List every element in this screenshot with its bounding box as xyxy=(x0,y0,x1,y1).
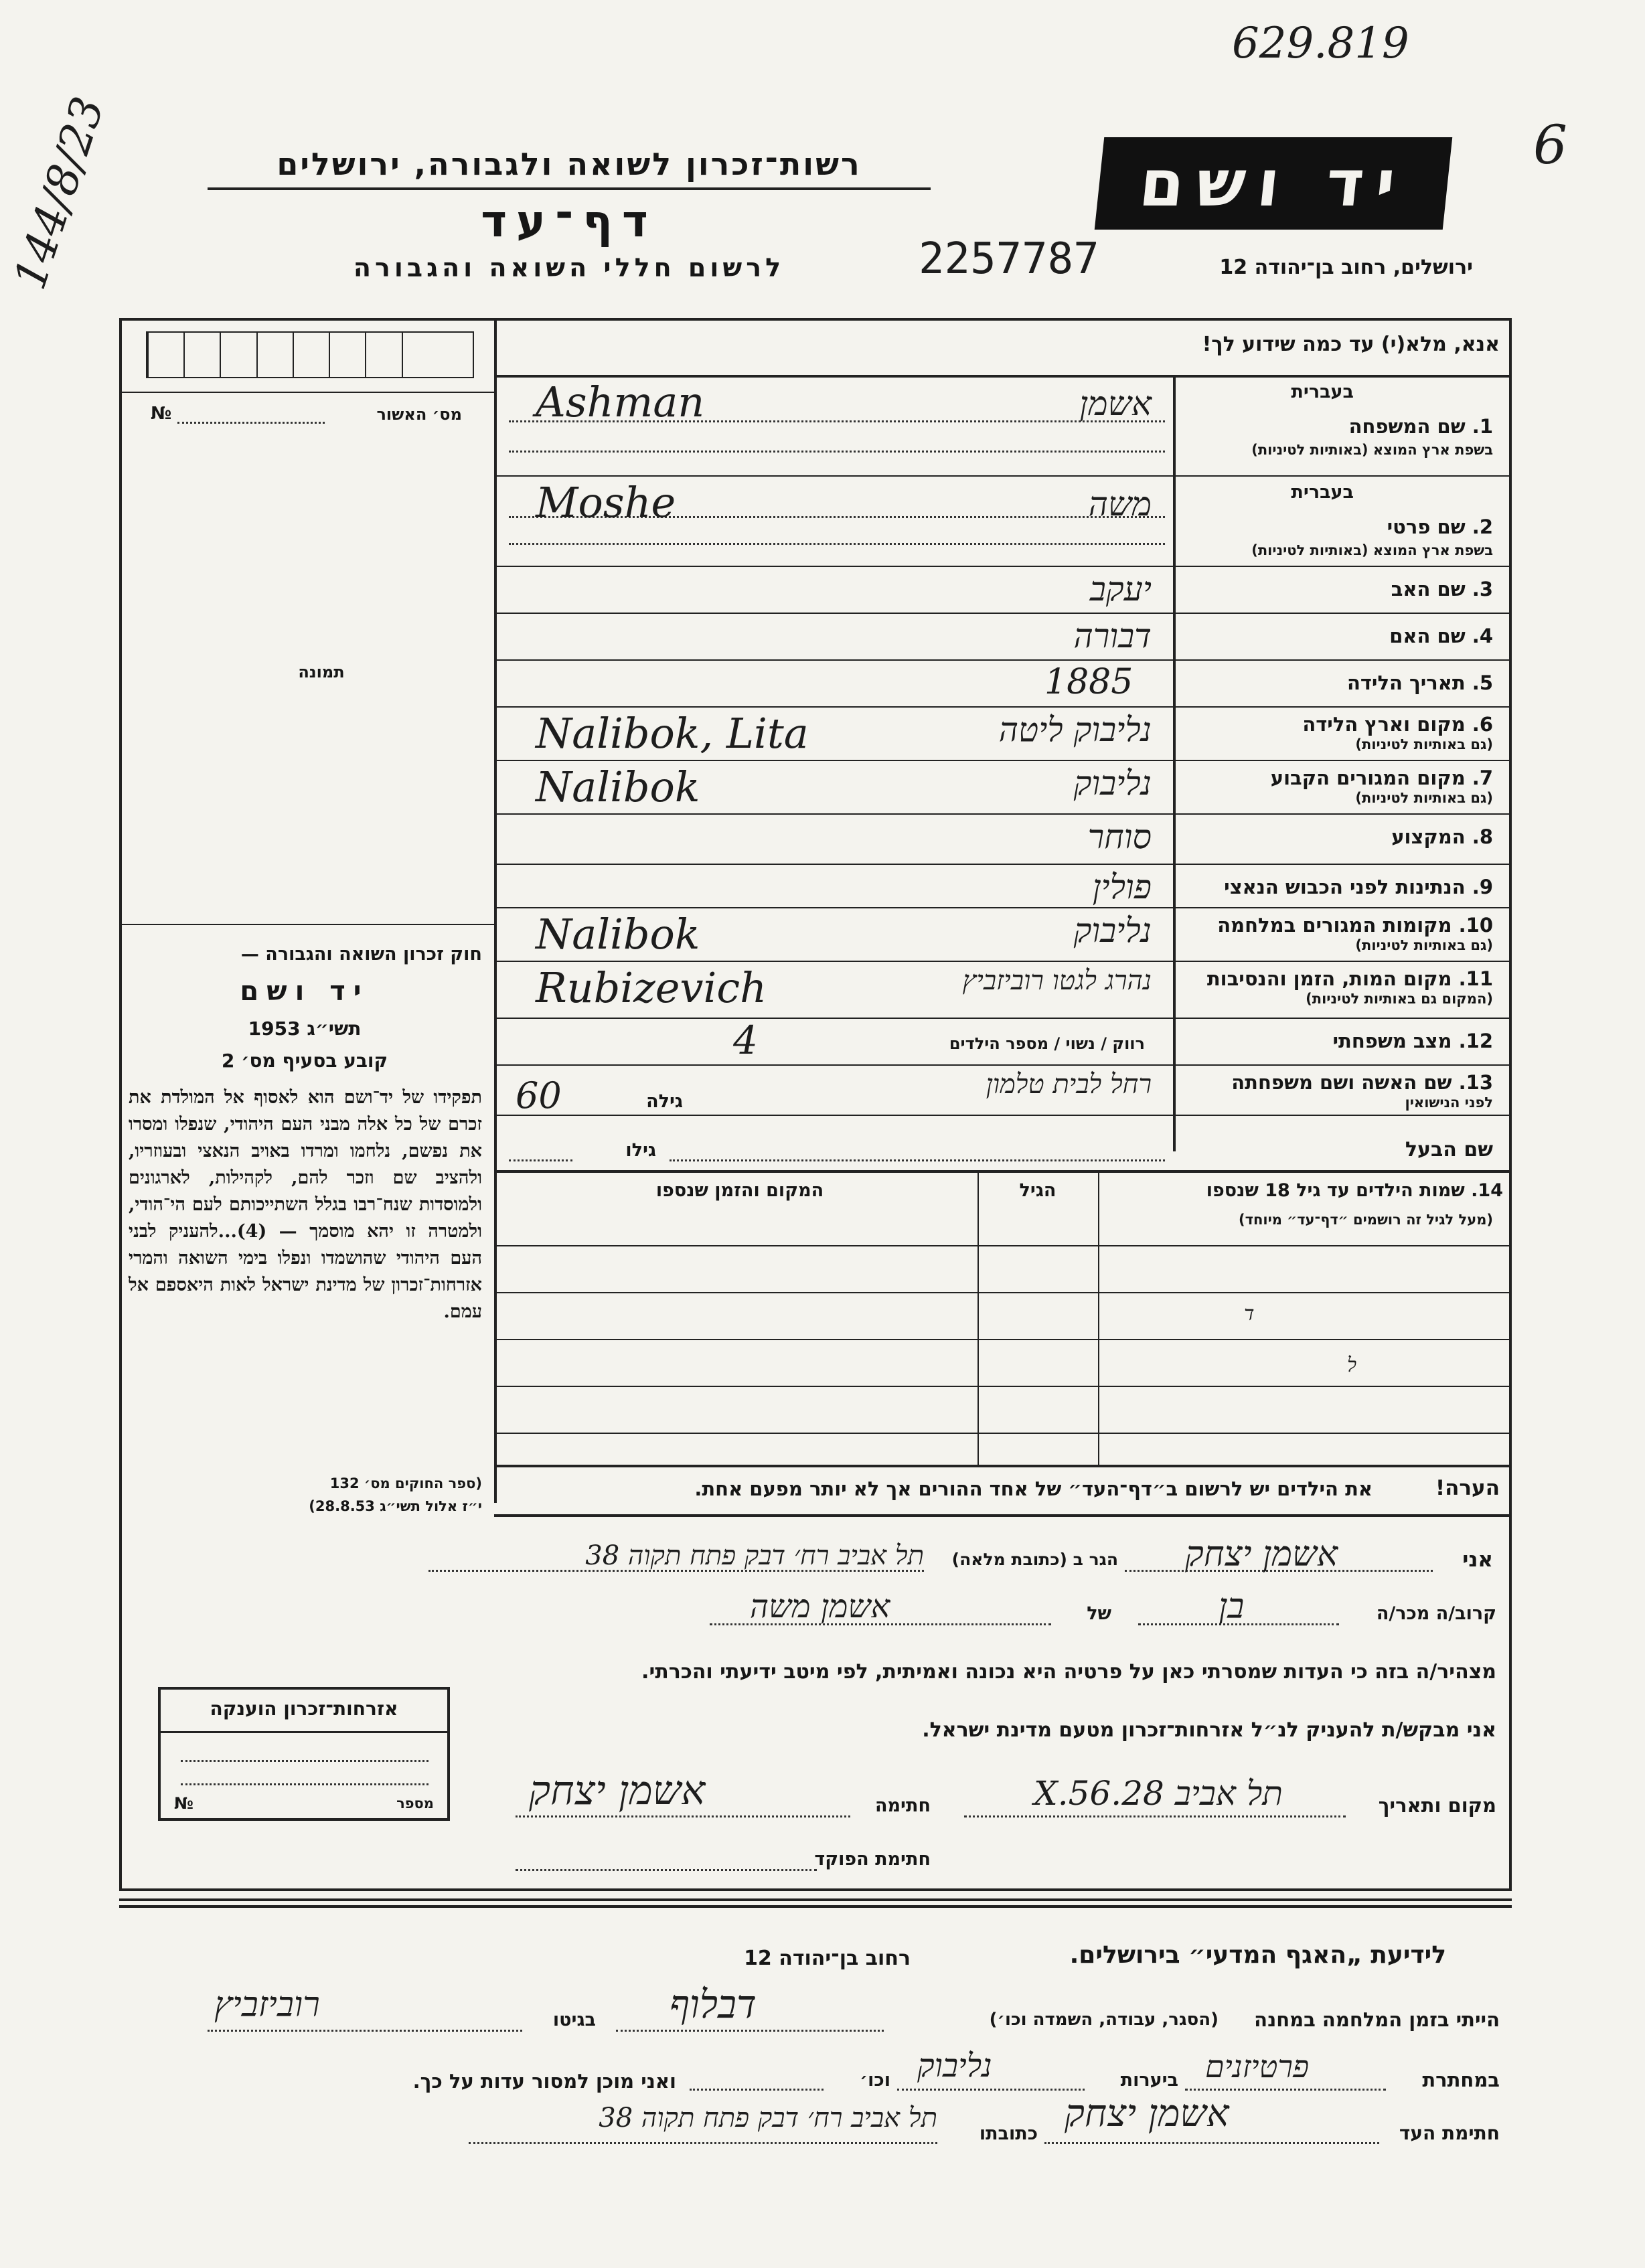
ready-text: ואני מוכן למסור עדות על כך. xyxy=(412,2070,676,2093)
cert-no-sign: № xyxy=(151,404,172,424)
witness-address-label: כתובתו xyxy=(979,2123,1038,2144)
witness-address: תל אביב רח׳ דבק פתח תקוה 38 xyxy=(599,2103,937,2133)
forest-value: נליבוק xyxy=(917,2047,992,2085)
field-2-latin-value: Moshe xyxy=(536,478,676,527)
field-6-hebrew-value: נליבוק ליטה xyxy=(998,710,1152,749)
field-4-label: 4. שם האם xyxy=(1389,625,1493,647)
of-name: אשמן משה xyxy=(750,1588,890,1625)
field-1-hebrew-tag: בעברית xyxy=(1291,382,1354,402)
declarant-ani: אני xyxy=(1462,1548,1493,1572)
witness-signature-label: חתימת העד xyxy=(1399,2122,1500,2144)
field-11-hebrew-value: נהרג לגטו רוביזביץ xyxy=(962,965,1152,996)
husband-age-label: גילו xyxy=(625,1140,656,1161)
declarant-signature: אשמן יצחק xyxy=(529,1767,706,1814)
field-11-label: 11. מקום המות, הזמן והנסיבות xyxy=(1206,967,1493,990)
husband-label: שם הבעל xyxy=(1405,1138,1493,1161)
camp-line-types: (הסגר, עבודה, השמדה וכו׳) xyxy=(989,2010,1219,2030)
place-date-value: תל אביב 28.X.56 xyxy=(1034,1774,1283,1813)
law-year: תשי״ג 1953 xyxy=(248,1018,362,1040)
field-5-latin-value: 1885 xyxy=(1044,662,1133,702)
law-heading: חוק זכרון השואה והגבורה — xyxy=(240,944,482,965)
officer-label: חתימת הפוקד xyxy=(814,1849,931,1870)
place-date-label: מקום ותאריך xyxy=(1378,1794,1496,1817)
cert-number-label: מס׳ האשור xyxy=(376,405,462,424)
field-1-label: 1. שם המשפחה xyxy=(1348,415,1493,438)
form-title: דף־עד xyxy=(481,195,657,247)
declarant-resides: הגר ב (כתובת מלאה) xyxy=(951,1550,1118,1569)
law-ref-2: י״ז אלול תשי״ג 28.8.53) xyxy=(309,1498,482,1514)
field-6-sublabel: (גם באותיות לטיניות) xyxy=(1355,736,1493,752)
margin-date: 144/8/23 xyxy=(3,90,114,296)
family-status-printed: רווק / נשוי / מספר הילדים xyxy=(949,1034,1145,1053)
field-6-label: 6. מקום וארץ הלידה xyxy=(1302,713,1493,736)
field-9-label: 9. הנתינות לפני הכבוש הנאצי xyxy=(1224,876,1493,898)
declarant-name: אשמן יצחק xyxy=(1185,1534,1338,1574)
forest-label: ביערות xyxy=(1120,2070,1178,2091)
field-10-latin-value: Nalibok xyxy=(536,910,700,959)
witness-signature: אשמן יצחק xyxy=(1065,2092,1229,2135)
page-number-mark: 6 xyxy=(1533,114,1567,176)
law-name: יד ושם xyxy=(240,976,370,1007)
field-2-sublabel: בשפת ארץ המוצא (באותיות לטיניות) xyxy=(1251,542,1493,558)
of-label: של xyxy=(1087,1603,1111,1624)
field-10-sublabel: (גם באותיות לטיניות) xyxy=(1355,937,1493,953)
citizenship-box-title: אזרחות־זכרון הוענקה xyxy=(210,1698,398,1720)
children-mark-2: ל xyxy=(1347,1354,1357,1377)
law-ref-1: (ספר החוקים מס׳ 132 xyxy=(329,1475,482,1491)
bottom-address: רחוב בן־יהודה 12 xyxy=(744,1947,911,1970)
request-text: אני מבקש/ת להעניק לנ״ל אזרחות־זכרון מטעם מדינת ישראל. xyxy=(922,1718,1496,1742)
field-9-hebrew-value: פולין xyxy=(1092,868,1152,906)
intro-text: אנא, מלא(י) עד כמה שידוע לך! xyxy=(1202,333,1500,356)
photo-label: תמונה xyxy=(298,663,345,681)
citizenship-number-label: מספר xyxy=(396,1795,434,1811)
logo-text: יד ושם xyxy=(1135,146,1411,221)
field-10-hebrew-value: נליבוק xyxy=(1073,911,1152,950)
field-7-sublabel: (גם באותיות לטיניות) xyxy=(1355,790,1493,806)
children-label: 14. שמות הילדים עד גיל 18 שנספו xyxy=(1206,1180,1503,1201)
left-panel-divider xyxy=(494,318,497,1503)
field-5-label: 5. תאריך הלידה xyxy=(1346,671,1493,694)
field-11-latin-value: Rubizevich xyxy=(536,963,767,1012)
law-section: קובע בסעיף מס׳ 2 xyxy=(221,1050,388,1072)
citizenship-no-sign: № xyxy=(174,1794,193,1813)
field-13-hebrew-value: רחל לבית טלמון xyxy=(986,1069,1152,1100)
header-rule xyxy=(208,187,931,190)
archive-number: 629.819 xyxy=(1232,19,1409,68)
children-col-place: המקום והזמן שנספו xyxy=(655,1180,824,1201)
underground-value: פרטיזנים xyxy=(1205,2048,1310,2085)
cert-boxes xyxy=(146,331,474,378)
field-3-label: 3. שם האב xyxy=(1391,578,1493,600)
institution-name: רשות־זכרון לשואה ולגבורה, ירושלים xyxy=(277,146,862,182)
etc-label: וכו׳ xyxy=(860,2070,890,2091)
field-10-label: 10. מקומות המגורים במלחמה xyxy=(1217,914,1493,937)
field-7-latin-value: Nalibok xyxy=(536,762,700,811)
declaration-text: מצהיר/ה בזה כי העדות שמסרתי כאן על פרטיה היא נכונה ואמיתית, לפי מיטב ידיעתי והכרתי. xyxy=(641,1660,1496,1684)
field-11-sublabel: (המקום גם באותיות לטיניות) xyxy=(1306,991,1493,1007)
field-2-label: 2. שם פרטי xyxy=(1387,515,1493,538)
address-line: ירושלים, רחוב בן־יהודה 12 xyxy=(1219,256,1473,279)
field-4-hebrew-value: דבורה xyxy=(1073,617,1152,655)
field-2-hebrew-value: משה xyxy=(1088,485,1152,523)
field-7-hebrew-value: נליבוק xyxy=(1073,764,1152,803)
declarant-address: תל אביב רח׳ דבק פתח תקוה 38 xyxy=(585,1540,924,1571)
camp-line-label: הייתי בזמן המלחמה במחנה xyxy=(1254,2008,1500,2031)
camp-value: דבלוף xyxy=(670,1981,757,2027)
field-3-hebrew-value: יעקב xyxy=(1089,570,1152,609)
age-value: 60 xyxy=(516,1074,562,1117)
field-1-latin-value: Ashman xyxy=(536,378,705,426)
field-2-hebrew-tag: בעברית xyxy=(1291,482,1354,503)
field-7-label: 7. מקום המגורים הקבוע xyxy=(1270,766,1493,789)
citizenship-box xyxy=(158,1687,450,1821)
note-text: את הילדים יש לרשום ב״דף־העד״ של אחד ההורים אך לא יותר מפעם אחת. xyxy=(694,1477,1373,1500)
field-12-label: 12. מצב משפחתי xyxy=(1332,1030,1493,1052)
children-mark-1: ד xyxy=(1244,1302,1255,1325)
field-8-label: 8. המקצוע xyxy=(1391,825,1493,848)
relation-value: בן xyxy=(1219,1587,1245,1627)
field-1-hebrew-value: אשמן xyxy=(1079,384,1152,423)
field-13-sublabel: לפני הנישואין xyxy=(1405,1095,1493,1111)
yad-vashem-logo xyxy=(1095,137,1453,230)
field-6-latin-value: Nalibok, Lita xyxy=(536,709,809,758)
ghetto-value: רוביזביץ xyxy=(214,1985,320,2025)
family-status-count: 4 xyxy=(733,1018,758,1063)
bottom-title: לידיעת „האגף המדעי״ בירושלים. xyxy=(1069,1941,1446,1969)
ghetto-label: בגיטו xyxy=(552,2010,596,2030)
form-subtitle: לרשום חללי השואה והגבורה xyxy=(353,253,785,282)
field-1-sublabel: בשפת ארץ המוצא (באותיות לטיניות) xyxy=(1251,442,1493,458)
signature-label: חתימה xyxy=(874,1795,931,1816)
underground-label: במחתרת xyxy=(1422,2069,1500,2091)
children-sub: (מעל לגיל זה רושמים ״דף־עד״ מיוחד) xyxy=(1239,1212,1493,1228)
labels-divider xyxy=(1173,375,1176,1151)
note-label: הערה! xyxy=(1435,1476,1500,1500)
field-13-label: 13. שם האשה ושם משפחתה xyxy=(1231,1071,1493,1094)
children-col-age: הגיל xyxy=(1019,1180,1056,1201)
serial-number: 2257787 xyxy=(919,234,1099,284)
law-text: תפקידו של יד־ושם הוא לאסוף אל המולדת את זכרם של כל אלה מבני העם היהודי, שנפלו ומסרו את נפשם, נלחמו ומרדו באויב הנאצי ובעוזריו, ולהציב שם וזכר להם, לקהילות, לארגונים ולמוסדות שנח־רבו בגלל השתייכותם לעם הי־הודי, ולמטרה זו יהא מוסמך — (4)...להעניק לבני העם היהודי שהושמדו ונפלו בימי השואה והמרי אזרחות־זכרון של מדינת ישראל לאות היאספם אל עמם. xyxy=(129,1087,482,1322)
age-label: גילה xyxy=(646,1091,683,1112)
field-8-hebrew-value: סוחר xyxy=(1087,817,1152,856)
relation-label: קרוב/ה מכר/ה xyxy=(1376,1603,1496,1624)
